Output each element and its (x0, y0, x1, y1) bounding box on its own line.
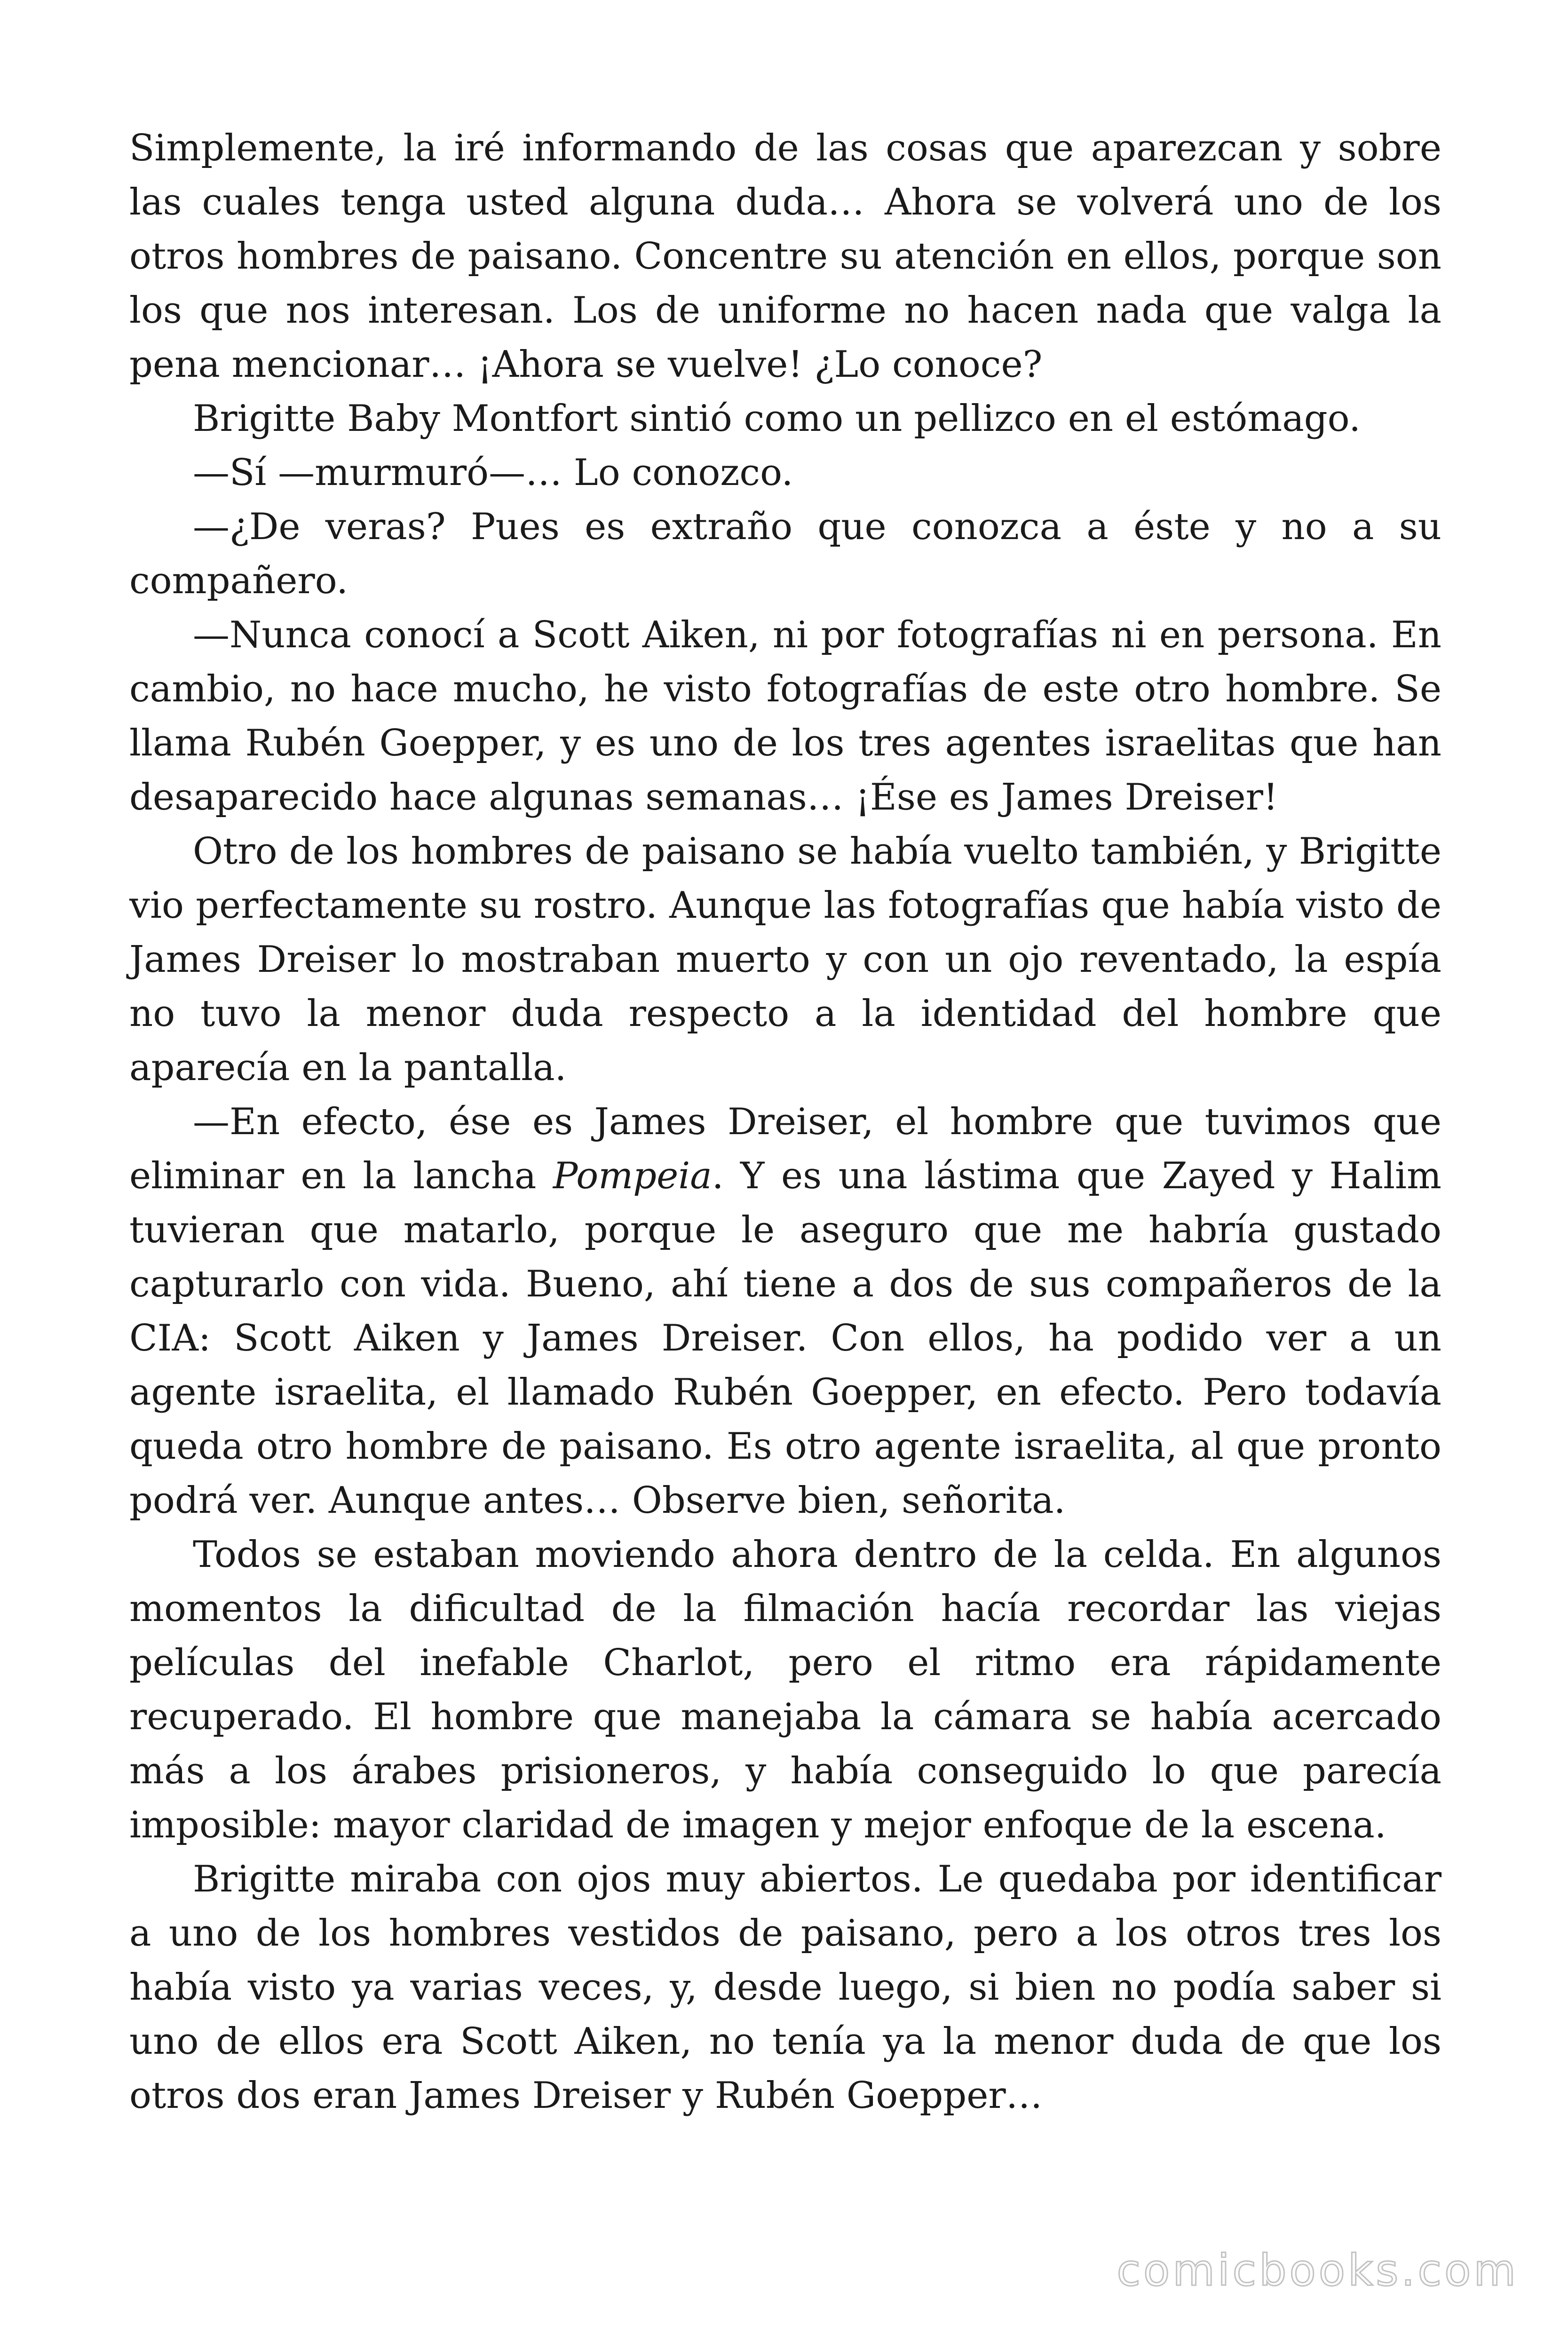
book-page-text (129, 121, 1441, 2123)
watermark: comicbooks.com (1117, 2245, 1519, 2296)
paragraph-9: Brigitte miraba con ojos muy abiertos. Le quedaba por identificar a uno de los hombres vestidos de paisano, pero a los otros tres los había visto ya varias veces, y, desde luego, si bien no podía saber si uno de ellos era Scott Aiken, no tenía ya la menor duda de que los otros dos eran James Dreiser y Rubén Goepper… (129, 1858, 1441, 2117)
paragraph-2: Brigitte Baby Montfort sintió como un pellizco en el estómago. (193, 397, 1361, 440)
paragraph-4: —¿De veras? Pues es extraño que conozca a éste y no a su compañero. (129, 506, 1441, 602)
paragraph-1: Simplemente, la iré informando de las cosas que aparezcan y sobre las cuales tenga usted alguna duda… Ahora se volverá uno de los otros hombres de paisano. Concentre su atención en ellos, porque son los que nos interesan. Los de uniforme no hacen nada que valga la pena mencionar… ¡Ahora se vuelve! ¿Lo conoce? (129, 127, 1441, 386)
paragraph-8: Todos se estaban moviendo ahora dentro de la celda. En algunos momentos la dificultad de la filmación hacía recordar las viejas películas del inefable Charlot, pero el ritmo era rápidamente recuperado. El hombre que manejaba la cámara se había acercado más a los árabes prisioneros, y había conseguido lo que parecía imposible: mayor claridad de imagen y mejor enfoque de la escena. (129, 1534, 1441, 1846)
italic-ship-name: Pompeia (553, 1155, 712, 1197)
paragraph-3: —Sí —murmuró—… Lo conozco. (193, 452, 793, 494)
paragraph-7 (129, 1095, 1441, 1528)
paragraph-5: —Nunca conocí a Scott Aiken, ni por fotografías ni en persona. En cambio, no hace mucho, he visto fotografías de este otro hombre. Se llama Rubén Goepper, y es uno de los tres agentes israelitas que han desaparecido hace algunas semanas… ¡Ése es James Dreiser! (129, 614, 1441, 818)
paragraph-7-before: —En efecto, ése es James Dreiser, el hombre que tuvimos que eliminar en la lancha (129, 1101, 1441, 1197)
paragraph-7-after: . Y es una lástima que Zayed y Halim tuvieran que matarlo, porque le aseguro que me habría gustado capturarlo con vida. Bueno, ahí tiene a dos de sus compañeros de la CIA: Scott Aiken y James Dreiser. Con ellos, ha podido ver a un agente israelita, el llamado Rubén Goepper, en efecto. Pero todavía queda otro hombre de paisano. Es otro agente israelita, al que pronto podrá ver. Aunque antes… Observe bien, señorita. (129, 1155, 1441, 1522)
paragraph-6: Otro de los hombres de paisano se había vuelto también, y Brigitte vio perfectamente su rostro. Aunque las fotografías que había visto de James Dreiser lo mostraban muerto y con un ojo reventado, la espía no tuvo la menor duda respecto a la identidad del hombre que aparecía en la pantalla. (129, 830, 1441, 1089)
